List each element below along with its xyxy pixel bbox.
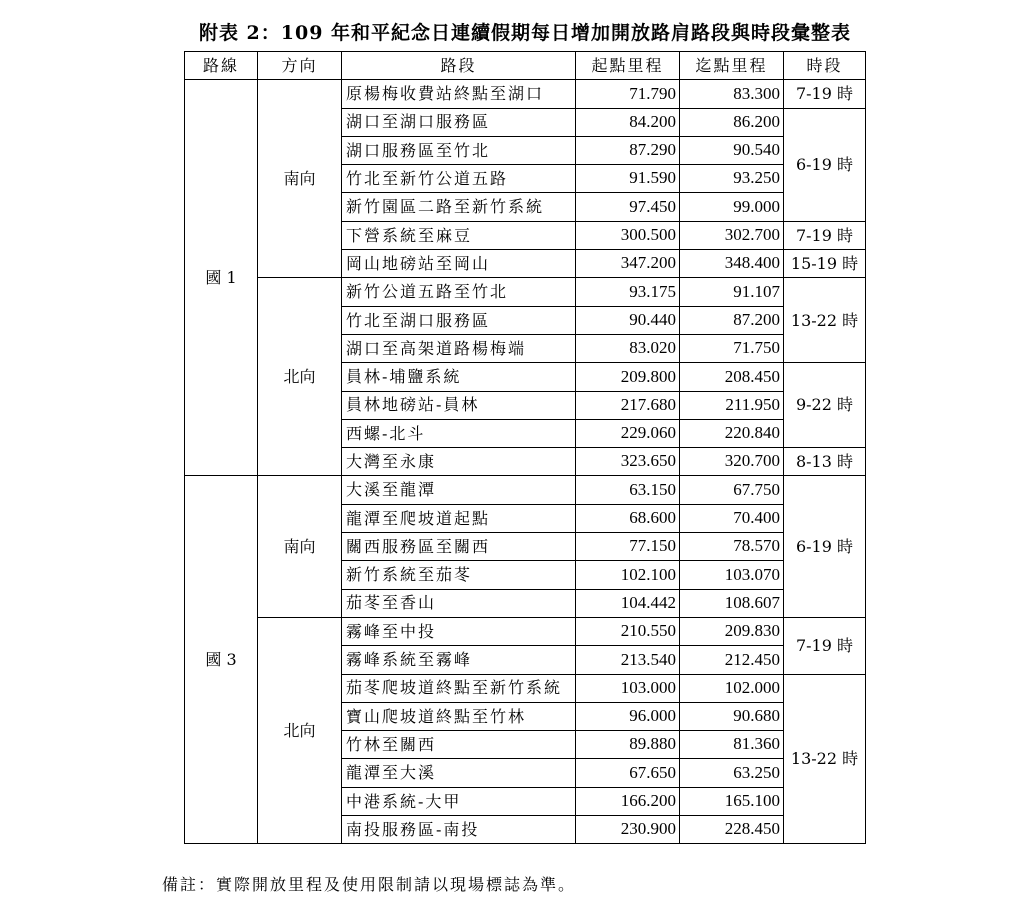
time-cell: 7-19 時 xyxy=(784,617,866,674)
end-km-cell: 86.200 xyxy=(680,108,784,136)
end-km-cell: 348.400 xyxy=(680,250,784,278)
table-row xyxy=(185,476,866,504)
footnote: 備註：實際開放里程及使用限制請以現場標誌為準。 xyxy=(162,875,577,894)
start-km-cell: 323.650 xyxy=(576,448,680,476)
segment-cell: 霧峰至中投 xyxy=(342,617,576,645)
segment-cell: 岡山地磅站至岡山 xyxy=(342,250,576,278)
end-km-cell: 90.680 xyxy=(680,702,784,730)
segment-cell: 原楊梅收費站終點至湖口 xyxy=(342,80,576,108)
header-direction: 方向 xyxy=(258,52,342,80)
time-cell: 7-19 時 xyxy=(784,80,866,108)
segment-cell: 員林地磅站-員林 xyxy=(342,391,576,419)
start-km-cell: 229.060 xyxy=(576,419,680,447)
end-km-cell: 81.360 xyxy=(680,731,784,759)
start-km-cell: 71.790 xyxy=(576,80,680,108)
segment-cell: 竹北至湖口服務區 xyxy=(342,306,576,334)
direction-cell: 南向 xyxy=(258,476,342,617)
end-km-cell: 228.450 xyxy=(680,816,784,844)
time-cell: 7-19 時 xyxy=(784,221,866,249)
start-km-cell: 90.440 xyxy=(576,306,680,334)
end-km-cell: 87.200 xyxy=(680,306,784,334)
segment-cell: 下營系統至麻豆 xyxy=(342,221,576,249)
header-time: 時段 xyxy=(784,52,866,80)
time-cell: 15-19 時 xyxy=(784,250,866,278)
end-km-cell: 165.100 xyxy=(680,787,784,815)
segment-cell: 新竹園區二路至新竹系統 xyxy=(342,193,576,221)
end-km-cell: 71.750 xyxy=(680,334,784,362)
page-title: 附表 2：109 年和平紀念日連續假期每日增加開放路肩路段與時段彙整表 xyxy=(198,22,852,44)
start-km-cell: 103.000 xyxy=(576,674,680,702)
end-km-cell: 302.700 xyxy=(680,221,784,249)
end-km-cell: 67.750 xyxy=(680,476,784,504)
segment-cell: 關西服務區至關西 xyxy=(342,533,576,561)
time-cell: 8-13 時 xyxy=(784,448,866,476)
segment-cell: 員林-埔鹽系統 xyxy=(342,363,576,391)
segment-cell: 南投服務區-南投 xyxy=(342,816,576,844)
segment-cell: 竹北至新竹公道五路 xyxy=(342,165,576,193)
end-km-cell: 78.570 xyxy=(680,533,784,561)
segment-cell: 中港系統-大甲 xyxy=(342,787,576,815)
end-km-cell: 103.070 xyxy=(680,561,784,589)
time-cell: 9-22 時 xyxy=(784,363,866,448)
header-row xyxy=(185,52,866,80)
segment-cell: 茄苳至香山 xyxy=(342,589,576,617)
header-route: 路線 xyxy=(185,52,258,80)
end-km-cell: 108.607 xyxy=(680,589,784,617)
end-km-cell: 90.540 xyxy=(680,136,784,164)
segment-cell: 龍潭至爬坡道起點 xyxy=(342,504,576,532)
start-km-cell: 210.550 xyxy=(576,617,680,645)
time-cell: 6-19 時 xyxy=(784,108,866,221)
time-cell: 13-22 時 xyxy=(784,278,866,363)
start-km-cell: 87.290 xyxy=(576,136,680,164)
end-km-cell: 63.250 xyxy=(680,759,784,787)
header-segment: 路段 xyxy=(342,52,576,80)
header-end: 迄點里程 xyxy=(680,52,784,80)
segment-cell: 大灣至永康 xyxy=(342,448,576,476)
segment-cell: 龍潭至大溪 xyxy=(342,759,576,787)
segment-cell: 新竹系統至茄苳 xyxy=(342,561,576,589)
route-cell: 國 3 xyxy=(185,476,258,844)
end-km-cell: 70.400 xyxy=(680,504,784,532)
end-km-cell: 212.450 xyxy=(680,646,784,674)
end-km-cell: 102.000 xyxy=(680,674,784,702)
start-km-cell: 166.200 xyxy=(576,787,680,815)
start-km-cell: 230.900 xyxy=(576,816,680,844)
end-km-cell: 209.830 xyxy=(680,617,784,645)
start-km-cell: 213.540 xyxy=(576,646,680,674)
segment-cell: 霧峰系統至霧峰 xyxy=(342,646,576,674)
start-km-cell: 63.150 xyxy=(576,476,680,504)
end-km-cell: 208.450 xyxy=(680,363,784,391)
start-km-cell: 347.200 xyxy=(576,250,680,278)
time-cell: 6-19 時 xyxy=(784,476,866,617)
start-km-cell: 102.100 xyxy=(576,561,680,589)
segment-cell: 新竹公道五路至竹北 xyxy=(342,278,576,306)
segment-cell: 西螺-北斗 xyxy=(342,419,576,447)
table-row xyxy=(185,278,866,306)
segment-cell: 湖口服務區至竹北 xyxy=(342,136,576,164)
start-km-cell: 217.680 xyxy=(576,391,680,419)
start-km-cell: 97.450 xyxy=(576,193,680,221)
start-km-cell: 83.020 xyxy=(576,334,680,362)
start-km-cell: 84.200 xyxy=(576,108,680,136)
segment-cell: 茄苳爬坡道終點至新竹系統 xyxy=(342,674,576,702)
segment-cell: 湖口至湖口服務區 xyxy=(342,108,576,136)
time-cell: 13-22 時 xyxy=(784,674,866,844)
segment-cell: 湖口至高架道路楊梅端 xyxy=(342,334,576,362)
start-km-cell: 68.600 xyxy=(576,504,680,532)
table-row xyxy=(185,80,866,108)
header-start: 起點里程 xyxy=(576,52,680,80)
segment-cell: 大溪至龍潭 xyxy=(342,476,576,504)
end-km-cell: 91.107 xyxy=(680,278,784,306)
end-km-cell: 99.000 xyxy=(680,193,784,221)
direction-cell: 南向 xyxy=(258,80,342,278)
start-km-cell: 67.650 xyxy=(576,759,680,787)
end-km-cell: 320.700 xyxy=(680,448,784,476)
start-km-cell: 104.442 xyxy=(576,589,680,617)
start-km-cell: 300.500 xyxy=(576,221,680,249)
start-km-cell: 89.880 xyxy=(576,731,680,759)
start-km-cell: 96.000 xyxy=(576,702,680,730)
schedule-table xyxy=(184,51,866,844)
direction-cell: 北向 xyxy=(258,278,342,476)
end-km-cell: 220.840 xyxy=(680,419,784,447)
start-km-cell: 91.590 xyxy=(576,165,680,193)
route-cell: 國 1 xyxy=(185,80,258,476)
direction-cell: 北向 xyxy=(258,617,342,843)
table-row xyxy=(185,617,866,645)
end-km-cell: 83.300 xyxy=(680,80,784,108)
start-km-cell: 93.175 xyxy=(576,278,680,306)
segment-cell: 寶山爬坡道終點至竹林 xyxy=(342,702,576,730)
end-km-cell: 93.250 xyxy=(680,165,784,193)
end-km-cell: 211.950 xyxy=(680,391,784,419)
start-km-cell: 77.150 xyxy=(576,533,680,561)
start-km-cell: 209.800 xyxy=(576,363,680,391)
segment-cell: 竹林至關西 xyxy=(342,731,576,759)
